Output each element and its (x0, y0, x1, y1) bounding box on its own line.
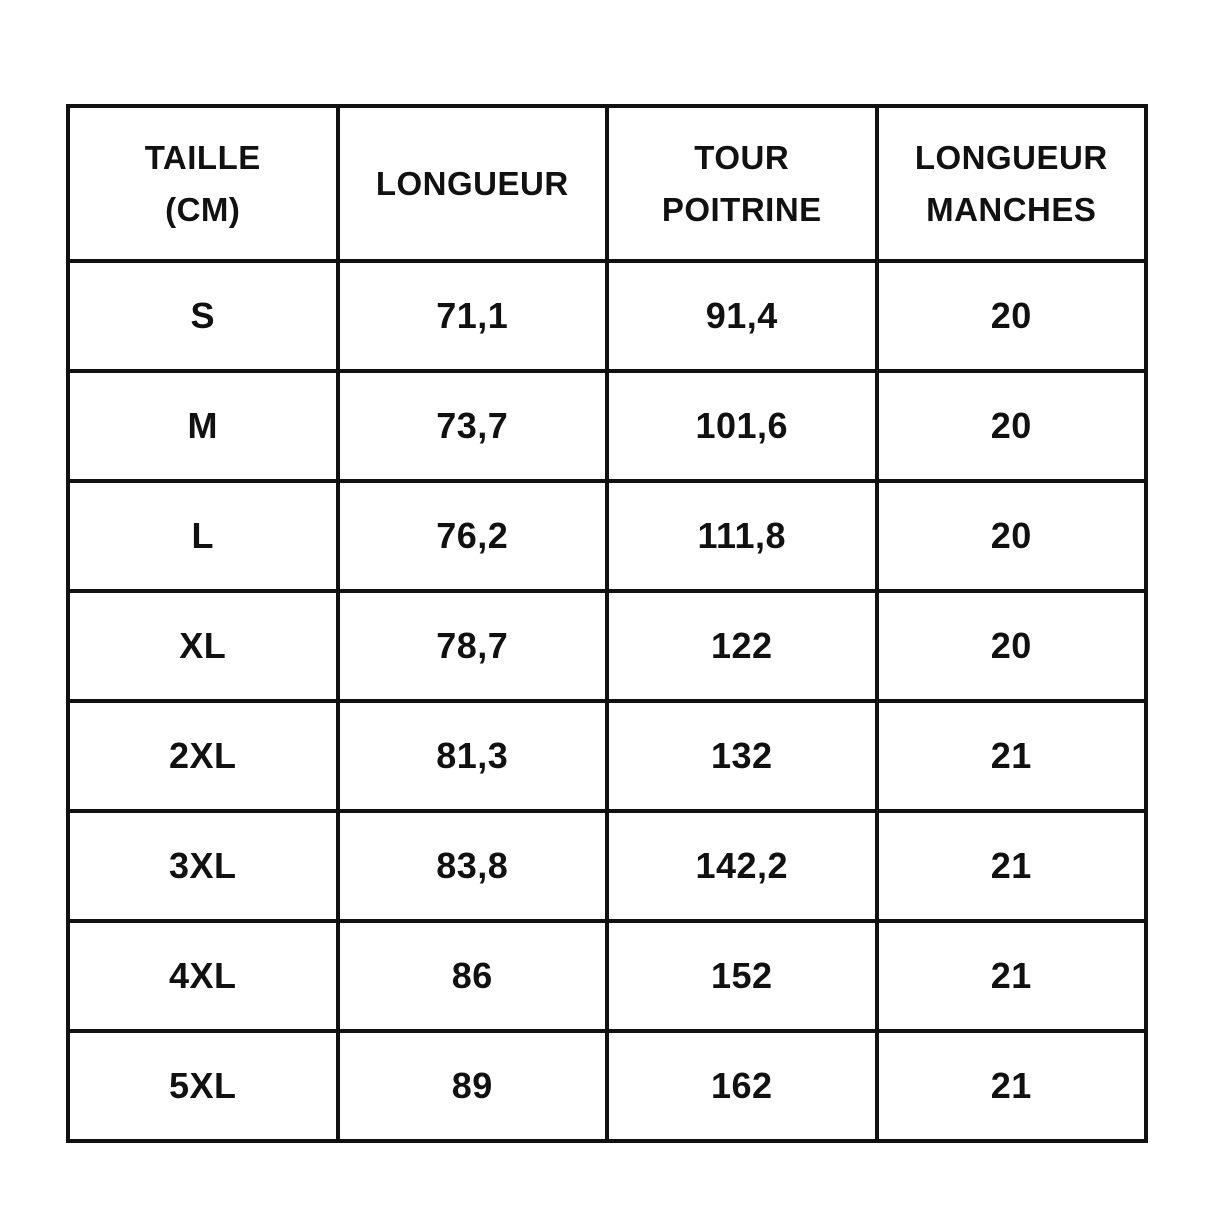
tour-poitrine-cell: 101,6 (607, 371, 877, 481)
longueur-manches-cell: 21 (877, 1031, 1147, 1141)
header-line: POITRINE (661, 190, 822, 228)
tour-poitrine-cell: 91,4 (607, 261, 877, 371)
header-cell-taille-cm (68, 106, 338, 261)
longueur-manches-cell: 20 (877, 591, 1147, 701)
tour-poitrine-cell: 162 (607, 1031, 877, 1141)
table-row-m (68, 371, 1146, 481)
longueur-manches-cell: 20 (877, 261, 1147, 371)
table-row-5xl (68, 1031, 1146, 1141)
size-label-cell: 4XL (68, 921, 338, 1031)
tour-poitrine-cell: 142,2 (607, 811, 877, 921)
size-chart-table (66, 104, 1148, 1143)
table-row-s (68, 261, 1146, 371)
longueur-manches-cell: 20 (877, 481, 1147, 591)
longueur-cell: 73,7 (338, 371, 608, 481)
size-label-cell: S (68, 261, 338, 371)
header-row (68, 106, 1146, 261)
longueur-manches-cell: 21 (877, 921, 1147, 1031)
tour-poitrine-cell: 122 (607, 591, 877, 701)
longueur-cell: 71,1 (338, 261, 608, 371)
header-line: MANCHES (926, 190, 1097, 228)
tour-poitrine-cell: 132 (607, 701, 877, 811)
size-label-cell: L (68, 481, 338, 591)
longueur-cell: 83,8 (338, 811, 608, 921)
table-row-3xl (68, 811, 1146, 921)
longueur-cell: 86 (338, 921, 608, 1031)
header-line: TAILLE (144, 139, 261, 177)
header-line: (CM) (165, 190, 241, 228)
header-cell-tour-poitrine (607, 106, 877, 261)
longueur-cell: 76,2 (338, 481, 608, 591)
table-row-l (68, 481, 1146, 591)
longueur-cell: 81,3 (338, 701, 608, 811)
header-line: LONGUEUR (375, 164, 569, 202)
tour-poitrine-cell: 111,8 (607, 481, 877, 591)
longueur-manches-cell: 21 (877, 811, 1147, 921)
longueur-cell: 78,7 (338, 591, 608, 701)
header-cell-longueur (338, 106, 608, 261)
table-row-xl (68, 591, 1146, 701)
table-row-2xl (68, 701, 1146, 811)
tour-poitrine-cell: 152 (607, 921, 877, 1031)
longueur-cell: 89 (338, 1031, 608, 1141)
longueur-manches-cell: 20 (877, 371, 1147, 481)
size-label-cell: M (68, 371, 338, 481)
size-label-cell: 3XL (68, 811, 338, 921)
header-line: LONGUEUR (914, 139, 1108, 177)
longueur-manches-cell: 21 (877, 701, 1147, 811)
table-row-4xl (68, 921, 1146, 1031)
size-label-cell: 2XL (68, 701, 338, 811)
size-label-cell: XL (68, 591, 338, 701)
header-line: TOUR (694, 139, 790, 177)
size-label-cell: 5XL (68, 1031, 338, 1141)
header-cell-longueur-manches (877, 106, 1147, 261)
